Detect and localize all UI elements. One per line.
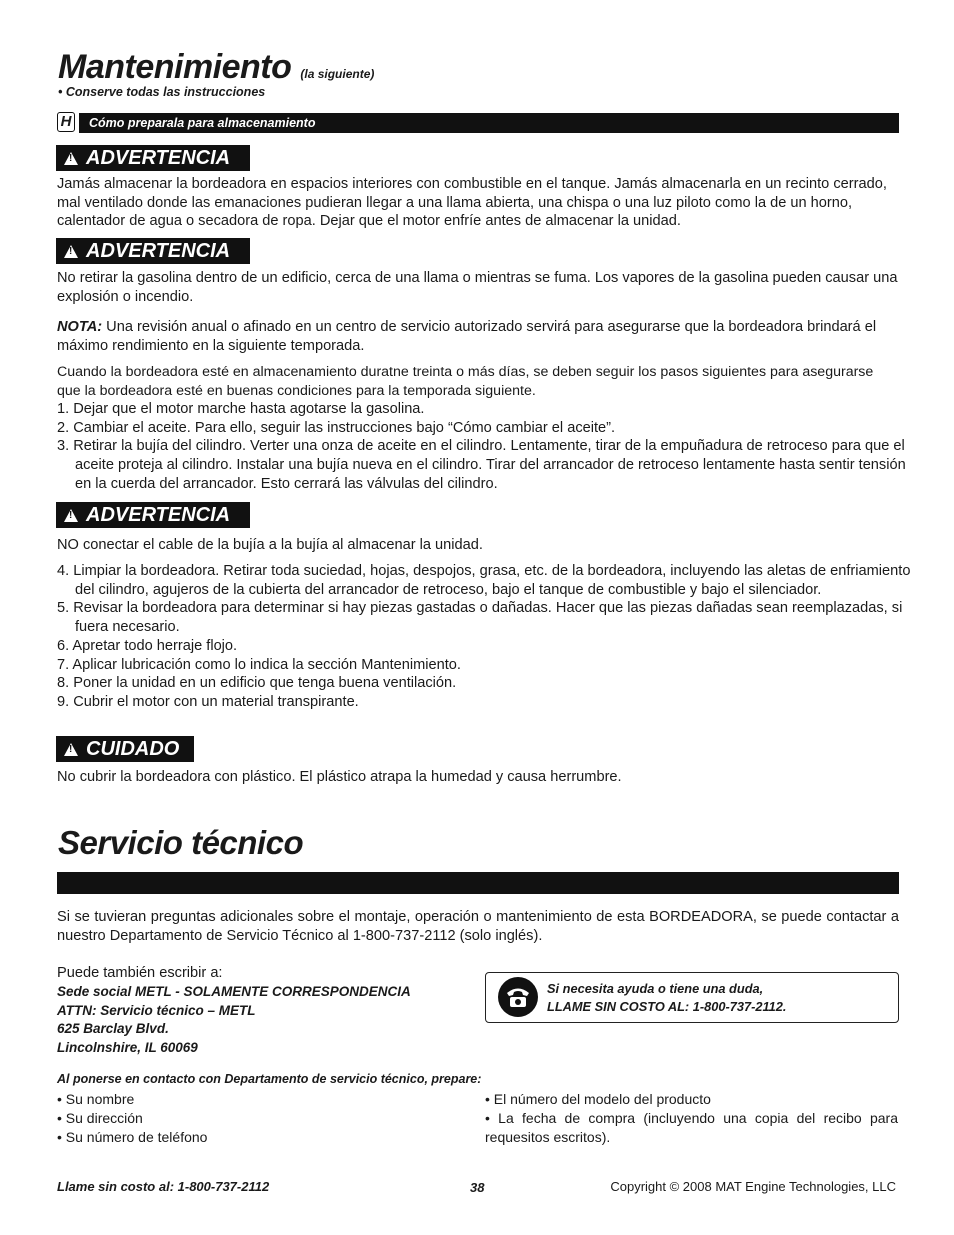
- address-line: ATTN: Servicio técnico – METL: [57, 1002, 256, 1018]
- warning-label: ADVERTENCIA: [86, 240, 231, 262]
- prepare-list-left: [57, 1090, 457, 1148]
- title-suffix: (la siguiente): [300, 67, 375, 81]
- mail-address: [57, 983, 467, 1058]
- caution-badge: [56, 736, 194, 762]
- callout-line: Si necesita ayuda o tiene una duda,: [547, 981, 764, 996]
- list-item: 7. Aplicar lubricación como lo indica la sección Mantenimiento.: [57, 656, 461, 673]
- help-callout: [485, 972, 899, 1023]
- list-item: 1. Dejar que el motor marche hasta agotarse la gasolina.: [57, 401, 425, 417]
- warning-icon: [64, 152, 78, 165]
- title-text: Mantenimiento: [58, 48, 292, 86]
- caution-icon: [64, 743, 78, 756]
- section-letter-box: H: [57, 112, 75, 132]
- footer-phone: Llame sin costo al: 1-800-737-2112: [57, 1179, 270, 1194]
- telephone-icon: [498, 977, 538, 1017]
- storage-intro: Cuando la bordeadora esté en almacenamiento duratne treinta o más días, se deben seguir los pasos siguientes para asegurarse que la bordeadora esté en buenas condiciones para la temporada siguiente.: [57, 364, 874, 399]
- service-bar: [57, 872, 899, 894]
- list-item: • Su número de teléfono: [57, 1129, 208, 1146]
- subtitle: • Conserve todas las instrucciones: [58, 85, 266, 99]
- list-item: 4. Limpiar la bordeadora. Retirar toda suciedad, hojas, despojos, grasa, etc. de la bordeadora, incluyendo las aletas de enfriamiento del cilindro, agujeros de la cubierta del arrancador de retroceso, bajo el tanque de combustible y bajo el silenciador.: [57, 563, 911, 598]
- caution-label: CUIDADO: [86, 738, 180, 760]
- list-item: • La fecha de compra (incluyendo una copia del recibo para requesitos escritos).: [485, 1110, 898, 1146]
- callout-line: LLAME SIN COSTO AL: 1-800-737-2112.: [547, 999, 787, 1014]
- list-item: 2. Cambiar el aceite. Para ello, seguir las instrucciones bajo “Cómo cambiar el aceite”.: [57, 419, 616, 436]
- list-item: 5. Revisar la bordeadora para determinar si hay piezas gastadas o dañadas. Hacer que las piezas dañadas sean reemplazadas, si fuera necesario.: [57, 600, 903, 636]
- list-item: 6. Apretar todo herraje flojo.: [57, 637, 238, 654]
- service-intro: Si se tuvieran preguntas adicionales sobre el montaje, operación o mantenimiento de esta BORDEADORA, se puede contactar a nuestro Departamento de Servicio Técnico al 1-800-737-2112 (solo inglés).: [57, 909, 899, 944]
- warning-badge: [56, 502, 250, 528]
- warning-icon: [64, 245, 78, 258]
- warning-badge: [56, 238, 250, 264]
- prepare-list-right: [485, 1090, 898, 1148]
- page-title: [58, 48, 374, 87]
- section-label: Cómo preparala para almacenamiento: [89, 116, 316, 130]
- warning-text: No retirar la gasolina dentro de un edificio, cerca de una llama o mientras se fuma. Los vapores de la gasolina pueden causar una explosión o incendio.: [57, 270, 898, 305]
- section-bar: [79, 113, 899, 133]
- list-item: • Su dirección: [57, 1110, 143, 1127]
- address-line: 625 Barclay Blvd.: [57, 1021, 169, 1037]
- note-label: NOTA:: [57, 319, 103, 335]
- note-paragraph: [57, 318, 899, 355]
- list-item: 3. Retirar la bujía del cilindro. Verter una onza de aceite en el cilindro. Lentamente, tirar de la empuñadura de retroceso para que el aceite proteja al cilindro. Instalar una bujía nueva en el cilindro. Tirar del arrancador de retroceso lentamente hasta sentir tensión en la cuerda del arrancador. Esto cerrará las válvulas del cilindro.: [57, 438, 906, 492]
- page-number: 38: [470, 1180, 485, 1195]
- warning-text: NO conectar el cable de la bujía a la bujía al almacenar la unidad.: [57, 537, 483, 553]
- write-label: Puede también escribir a:: [57, 965, 223, 981]
- copyright: Copyright © 2008 MAT Engine Technologies, LLC: [610, 1179, 896, 1194]
- note-text: Una revisión anual o afinado en un centro de servicio autorizado servirá para asegurarse que la bordeadora brindará el máximo rendimiento en la siguiente temporada.: [57, 319, 877, 354]
- list-item: • Su nombre: [57, 1091, 135, 1107]
- address-line: Lincolnshire, IL 60069: [57, 1040, 198, 1056]
- service-title: Servicio técnico: [58, 824, 304, 861]
- list-item: • El número del modelo del producto: [485, 1091, 711, 1107]
- warning-icon: [64, 509, 78, 522]
- warning-badge: [56, 145, 250, 171]
- caution-text: No cubrir la bordeadora con plástico. El plástico atrapa la humedad y causa herrumbre.: [57, 769, 622, 785]
- list-item: 8. Poner la unidad en un edificio que tenga buena ventilación.: [57, 675, 457, 692]
- warning-label: ADVERTENCIA: [86, 504, 231, 526]
- steps-list-b: [57, 562, 911, 712]
- prepare-label: Al ponerse en contacto con Departamento de servicio técnico, prepare:: [57, 1072, 482, 1086]
- warning-label: ADVERTENCIA: [86, 147, 231, 169]
- warning-text: Jamás almacenar la bordeadora en espacios interiores con combustible en el tanque. Jamás almacenarla en un recinto cerrado, mal ventilado donde las emanaciones pudieran llegar a una llama abierta, una chispa o una luz piloto como la de un horno, calentador de agua o secadora de ropa. Dejar que el motor enfríe antes de almacenar la unidad.: [57, 176, 887, 230]
- steps-list-a: [57, 400, 906, 494]
- address-line: Sede social METL - SOLAMENTE CORRESPONDENCIA: [57, 984, 411, 999]
- list-item: 9. Cubrir el motor con un material transpirante.: [57, 693, 359, 710]
